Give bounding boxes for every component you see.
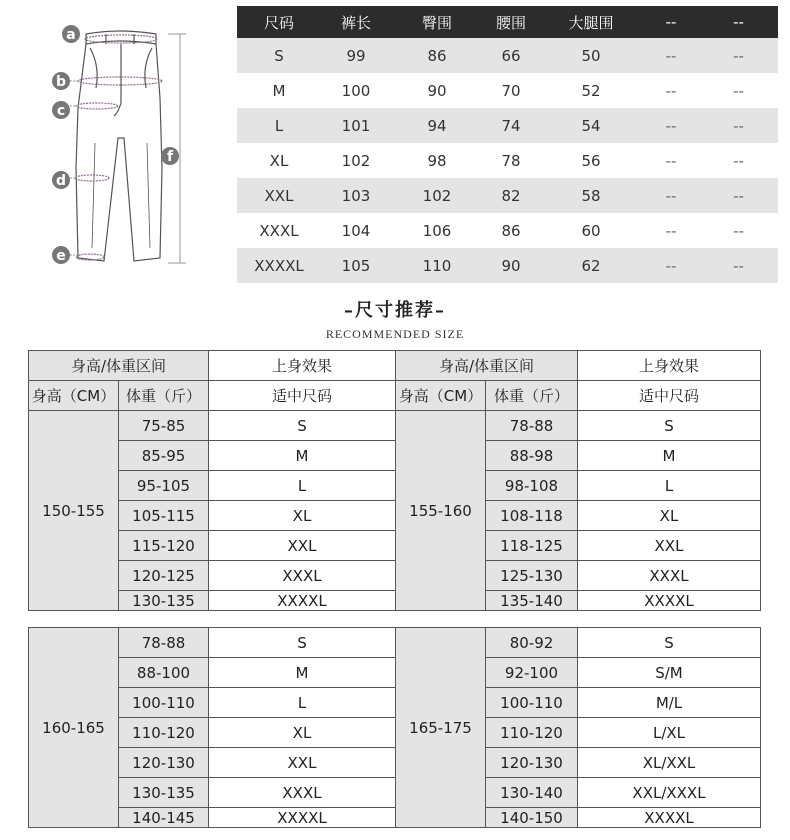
header-blank-1: -- xyxy=(643,6,699,38)
rec-row xyxy=(29,658,761,688)
size-cell: -- xyxy=(699,143,778,178)
size-cell: -- xyxy=(643,108,699,143)
weight-range-left: 78-88 xyxy=(119,628,209,658)
fit-size-right: XXL xyxy=(578,531,761,561)
size-table xyxy=(237,6,778,283)
rec-column-header xyxy=(29,381,761,411)
marker-e xyxy=(52,246,70,264)
rec-row xyxy=(29,531,761,561)
size-cell: -- xyxy=(643,143,699,178)
header-blank-2: -- xyxy=(699,6,778,38)
fit-size-right: XXXL xyxy=(578,561,761,591)
fit-size-left: XXL xyxy=(209,531,396,561)
size-cell: -- xyxy=(643,213,699,248)
weight-range-right: 120-130 xyxy=(486,748,578,778)
fit-size-left: XXL xyxy=(209,748,396,778)
weight-range-right: 88-98 xyxy=(486,441,578,471)
weight-range-left: 120-130 xyxy=(119,748,209,778)
weight-range-right: 118-125 xyxy=(486,531,578,561)
marker-d xyxy=(52,171,70,189)
height-header-right: 身高（CM） xyxy=(396,381,486,411)
size-cell: 94 xyxy=(391,108,483,143)
size-cell: M xyxy=(237,73,321,108)
size-cell: 58 xyxy=(539,178,643,213)
size-cell: L xyxy=(237,108,321,143)
rec-row xyxy=(29,718,761,748)
size-row xyxy=(237,108,778,143)
size-cell: 86 xyxy=(391,38,483,73)
fit-size-left: XXXXL xyxy=(209,591,396,611)
fit-size-right: XL/XXL xyxy=(578,748,761,778)
fit-size-right: L xyxy=(578,471,761,501)
fit-size-right: S xyxy=(578,411,761,441)
size-cell: 70 xyxy=(483,73,539,108)
size-cell: 110 xyxy=(391,248,483,283)
group-header-right: 身高/体重区间 xyxy=(396,351,578,381)
size-cell: 106 xyxy=(391,213,483,248)
size-table-header xyxy=(237,6,778,38)
size-cell: -- xyxy=(643,73,699,108)
size-row xyxy=(237,213,778,248)
fit-size-right: S/M xyxy=(578,658,761,688)
size-cell: 56 xyxy=(539,143,643,178)
size-row xyxy=(237,178,778,213)
size-cell: 82 xyxy=(483,178,539,213)
weight-range-right: 130-140 xyxy=(486,778,578,808)
weight-range-right: 110-120 xyxy=(486,718,578,748)
rec-row xyxy=(29,561,761,591)
size-row xyxy=(237,38,778,73)
size-cell: -- xyxy=(699,178,778,213)
svg-text:d: d xyxy=(55,173,67,189)
rec-row xyxy=(29,688,761,718)
height-range-right: 165-175 xyxy=(396,628,486,828)
header-hip: 臀围 xyxy=(391,6,483,38)
size-cell: 86 xyxy=(483,213,539,248)
rec-row xyxy=(29,591,761,611)
size-cell: 101 xyxy=(321,108,391,143)
fit-size-left: XL xyxy=(209,718,396,748)
size-cell: -- xyxy=(699,248,778,283)
size-cell: 78 xyxy=(483,143,539,178)
group-header-left: 身高/体重区间 xyxy=(29,351,209,381)
size-cell: -- xyxy=(643,178,699,213)
size-cell: 52 xyxy=(539,73,643,108)
rec-row xyxy=(29,471,761,501)
fit-size-right: XXXXL xyxy=(578,591,761,611)
fit-size-right: M xyxy=(578,441,761,471)
marker-b xyxy=(52,72,70,90)
header-length: 裤长 xyxy=(321,6,391,38)
size-cell: -- xyxy=(643,248,699,283)
size-cell: 103 xyxy=(321,178,391,213)
header-size: 尺码 xyxy=(237,6,321,38)
rec-row xyxy=(29,501,761,531)
size-cell: 66 xyxy=(483,38,539,73)
size-cell: 98 xyxy=(391,143,483,178)
rec-row xyxy=(29,411,761,441)
fit-header-right: 适中尺码 xyxy=(578,381,761,411)
recommendation-table-2 xyxy=(28,627,761,828)
size-cell: -- xyxy=(699,73,778,108)
size-cell: 90 xyxy=(483,248,539,283)
size-cell: 50 xyxy=(539,38,643,73)
size-cell: 54 xyxy=(539,108,643,143)
fit-size-left: M xyxy=(209,441,396,471)
effect-header-left: 上身效果 xyxy=(209,351,396,381)
size-cell: 60 xyxy=(539,213,643,248)
marker-c xyxy=(52,101,70,119)
header-waist: 腰围 xyxy=(483,6,539,38)
fit-size-right: XXL/XXXL xyxy=(578,778,761,808)
weight-range-right: 92-100 xyxy=(486,658,578,688)
rec-row xyxy=(29,628,761,658)
fit-size-left: XXXL xyxy=(209,561,396,591)
svg-text:c: c xyxy=(56,103,66,119)
height-range-left: 160-165 xyxy=(29,628,119,828)
weight-range-left: 130-135 xyxy=(119,591,209,611)
fit-header-left: 适中尺码 xyxy=(209,381,396,411)
fit-size-left: XXXXL xyxy=(209,808,396,828)
recommended-size-subtitle: RECOMMENDED SIZE xyxy=(325,327,465,341)
weight-range-left: 115-120 xyxy=(119,531,209,561)
marker-a xyxy=(62,25,80,43)
recommended-size-title: –尺寸推荐– xyxy=(344,300,446,321)
svg-text:a: a xyxy=(66,27,76,43)
height-range-left: 150-155 xyxy=(29,411,119,611)
weight-header-right: 体重（斤） xyxy=(486,381,578,411)
fit-size-right: S xyxy=(578,628,761,658)
fit-size-left: XXXL xyxy=(209,778,396,808)
height-range-right: 155-160 xyxy=(396,411,486,611)
weight-range-left: 88-100 xyxy=(119,658,209,688)
size-cell: -- xyxy=(699,38,778,73)
size-cell: 90 xyxy=(391,73,483,108)
height-header-left: 身高（CM） xyxy=(29,381,119,411)
effect-header-right: 上身效果 xyxy=(578,351,761,381)
weight-header-left: 体重（斤） xyxy=(119,381,209,411)
weight-range-left: 85-95 xyxy=(119,441,209,471)
fit-size-left: S xyxy=(209,411,396,441)
weight-range-left: 105-115 xyxy=(119,501,209,531)
fit-size-right: L/XL xyxy=(578,718,761,748)
weight-range-right: 100-110 xyxy=(486,688,578,718)
marker-f xyxy=(161,147,179,165)
fit-size-left: M xyxy=(209,658,396,688)
weight-range-left: 120-125 xyxy=(119,561,209,591)
size-cell: 99 xyxy=(321,38,391,73)
weight-range-right: 125-130 xyxy=(486,561,578,591)
size-row xyxy=(237,73,778,108)
rec-row xyxy=(29,441,761,471)
weight-range-right: 78-88 xyxy=(486,411,578,441)
rec-row xyxy=(29,808,761,828)
rec-row xyxy=(29,778,761,808)
size-cell: 100 xyxy=(321,73,391,108)
size-cell: 74 xyxy=(483,108,539,143)
fit-size-left: L xyxy=(209,471,396,501)
size-row xyxy=(237,248,778,283)
weight-range-left: 140-145 xyxy=(119,808,209,828)
size-cell: XXXL xyxy=(237,213,321,248)
size-cell: S xyxy=(237,38,321,73)
svg-text:b: b xyxy=(55,74,67,90)
weight-range-right: 80-92 xyxy=(486,628,578,658)
fit-size-right: XXXXL xyxy=(578,808,761,828)
size-row xyxy=(237,143,778,178)
weight-range-left: 75-85 xyxy=(119,411,209,441)
weight-range-right: 140-150 xyxy=(486,808,578,828)
size-cell: 105 xyxy=(321,248,391,283)
weight-range-left: 110-120 xyxy=(119,718,209,748)
weight-range-left: 100-110 xyxy=(119,688,209,718)
fit-size-right: M/L xyxy=(578,688,761,718)
size-cell: 104 xyxy=(321,213,391,248)
size-cell: 102 xyxy=(391,178,483,213)
weight-range-left: 95-105 xyxy=(119,471,209,501)
size-cell: -- xyxy=(699,213,778,248)
size-cell: -- xyxy=(643,38,699,73)
size-cell: 62 xyxy=(539,248,643,283)
header-thigh: 大腿围 xyxy=(539,6,643,38)
rec-group-header xyxy=(29,351,761,381)
weight-range-left: 130-135 xyxy=(119,778,209,808)
pants-diagram xyxy=(48,18,198,273)
fit-size-right: XL xyxy=(578,501,761,531)
size-cell: XXL xyxy=(237,178,321,213)
size-cell: XXXXL xyxy=(237,248,321,283)
weight-range-right: 98-108 xyxy=(486,471,578,501)
size-cell: 102 xyxy=(321,143,391,178)
size-cell: XL xyxy=(237,143,321,178)
weight-range-right: 135-140 xyxy=(486,591,578,611)
fit-size-left: L xyxy=(209,688,396,718)
size-cell: -- xyxy=(699,108,778,143)
rec-row xyxy=(29,748,761,778)
fit-size-left: S xyxy=(209,628,396,658)
svg-text:e: e xyxy=(56,248,66,264)
recommendation-table-1 xyxy=(28,350,761,611)
weight-range-right: 108-118 xyxy=(486,501,578,531)
fit-size-left: XL xyxy=(209,501,396,531)
svg-text:f: f xyxy=(166,149,174,165)
